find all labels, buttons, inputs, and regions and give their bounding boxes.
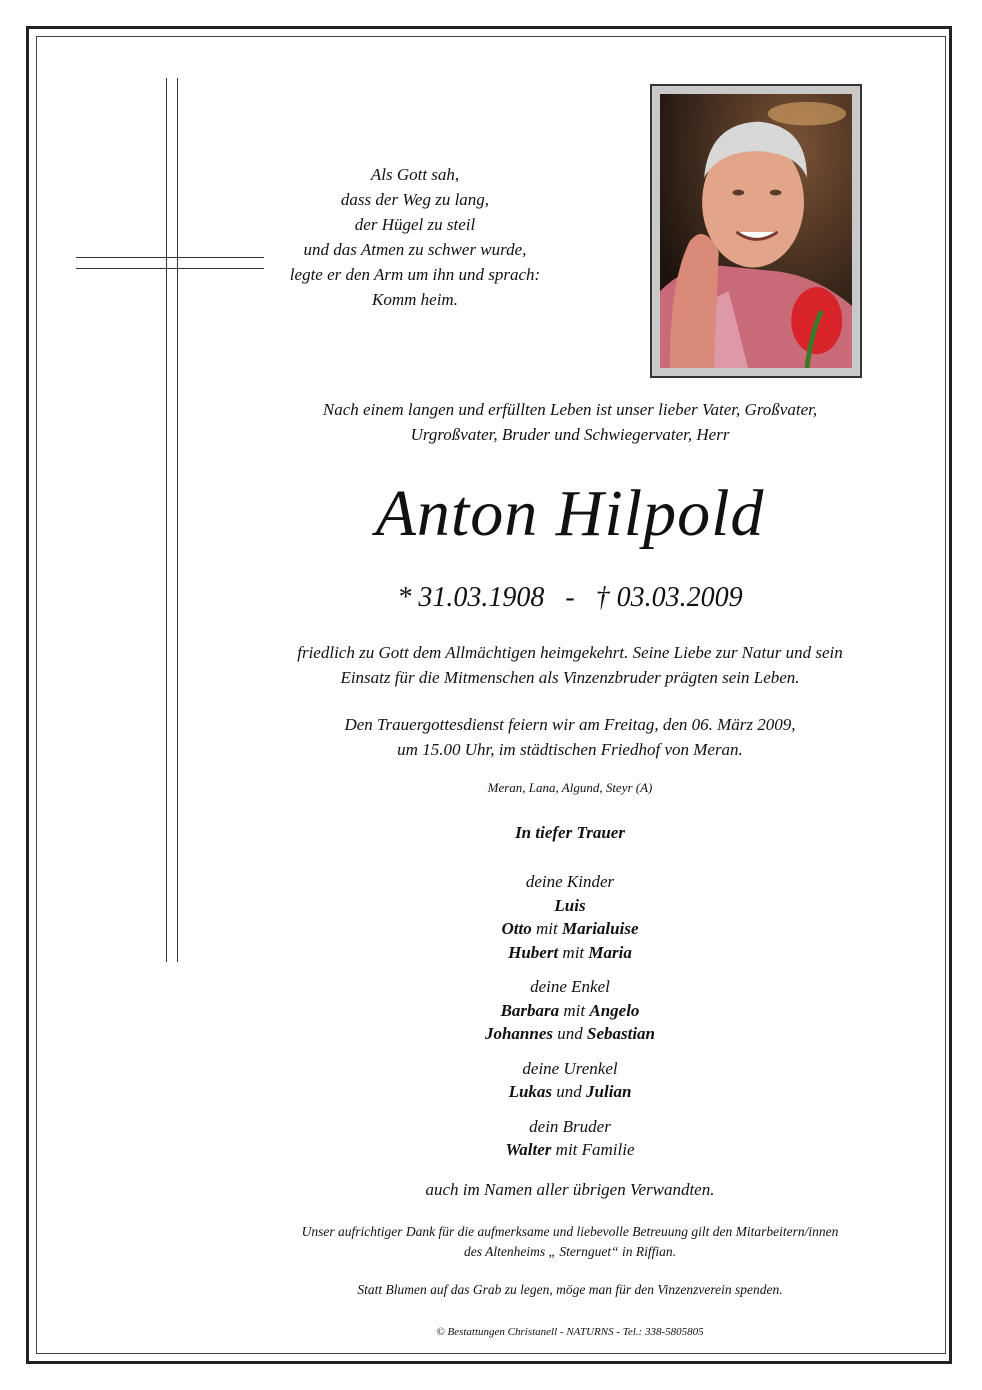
poem-line: Komm heim. xyxy=(372,290,458,309)
group-enkel xyxy=(200,975,940,1046)
donation-note: Statt Blumen auf das Grab zu legen, möge man für den Vinzenzverein spenden. xyxy=(357,1282,783,1297)
obituary-line: Einsatz für die Mitmenschen als Vinzenzbruder prägten sein Leben. xyxy=(340,668,800,687)
conjunction: und xyxy=(553,1024,587,1043)
poem-line: dass der Weg zu lang, xyxy=(340,190,490,209)
group-bruder xyxy=(200,1115,940,1162)
poem-line: Als Gott sah, xyxy=(370,165,460,184)
family-list xyxy=(200,870,940,1173)
group-label: dein Bruder xyxy=(529,1116,611,1136)
group-kinder xyxy=(200,870,940,964)
intro-text xyxy=(200,397,940,447)
life-dates: * 31.03.1908 - † 03.03.2009 xyxy=(397,582,743,613)
list-item xyxy=(200,941,940,965)
list-item xyxy=(200,894,940,918)
intro-line: Urgroßvater, Bruder und Schwiegervater, Herr xyxy=(410,425,730,444)
list-item xyxy=(200,1080,940,1104)
poem-line: legte er den Arm um ihn und sprach: xyxy=(289,265,541,284)
thanks-line: Unser aufrichtiger Dank für die aufmerksame und liebevolle Betreuung gilt den Mitarbeitern/innen xyxy=(301,1224,839,1239)
mourning-heading: In tiefer Trauer xyxy=(515,823,625,842)
thanks-note xyxy=(200,1222,940,1262)
conjunction: und xyxy=(552,1082,587,1101)
service-line: Den Trauergottesdienst feiern wir am Freitag, den 06. März 2009, xyxy=(344,715,796,734)
list-item xyxy=(200,1138,940,1162)
group-label: deine Urenkel xyxy=(522,1058,618,1078)
person-name: Luis xyxy=(554,895,586,915)
list-item xyxy=(200,999,940,1023)
thanks-line: des Altenheims „ Sternguet“ in Riffian. xyxy=(464,1244,676,1259)
service-info xyxy=(200,712,940,762)
group-urenkel xyxy=(200,1057,940,1104)
conjunction: mit xyxy=(558,942,589,962)
service-line: um 15.00 Uhr, im städtischen Friedhof von Meran. xyxy=(397,740,743,759)
cross-icon-vertical xyxy=(166,78,178,962)
poem-line: der Hügel zu steil xyxy=(354,215,476,234)
person-name: Lukas xyxy=(508,1082,553,1101)
intro-line: Nach einem langen und erfüllten Leben ist unser lieber Vater, Großvater, xyxy=(322,400,818,419)
person-name: Barbara xyxy=(500,1000,560,1020)
portrait-frame xyxy=(650,84,862,378)
conjunction: mit Familie xyxy=(551,1140,635,1159)
person-name: Otto xyxy=(501,919,532,938)
poem-line: und das Atmen zu schwer wurde, xyxy=(303,240,527,259)
person-name: Maria xyxy=(588,942,632,962)
deceased-name: Anton Hilpold xyxy=(375,477,765,550)
list-item xyxy=(200,1022,940,1046)
obituary-line: friedlich zu Gott dem Allmächtigen heimgekehrt. Seine Liebe zur Natur und sein xyxy=(297,643,843,662)
list-item xyxy=(200,917,940,941)
poem xyxy=(230,162,600,312)
person-name: Julian xyxy=(586,1082,632,1101)
person-name: Marialuise xyxy=(561,919,639,938)
group-label: deine Kinder xyxy=(525,872,615,891)
person-name: Walter xyxy=(505,1140,552,1159)
footer-credit: © Bestattungen Christanell - NATURNS - Tel.: 338-5805805 xyxy=(436,1326,704,1338)
person-name: Angelo xyxy=(589,1000,640,1020)
obituary-text xyxy=(200,640,940,690)
conjunction: mit xyxy=(559,1000,590,1020)
places: Meran, Lana, Algund, Steyr (A) xyxy=(487,780,653,795)
person-name: Johannes xyxy=(484,1024,553,1043)
relatives-note: auch im Namen aller übrigen Verwandten. xyxy=(425,1180,715,1199)
person-name: Sebastian xyxy=(587,1024,656,1043)
conjunction: mit xyxy=(531,919,562,938)
portrait-photo xyxy=(660,94,852,368)
group-label: deine Enkel xyxy=(530,977,610,996)
person-name: Hubert xyxy=(508,942,559,962)
